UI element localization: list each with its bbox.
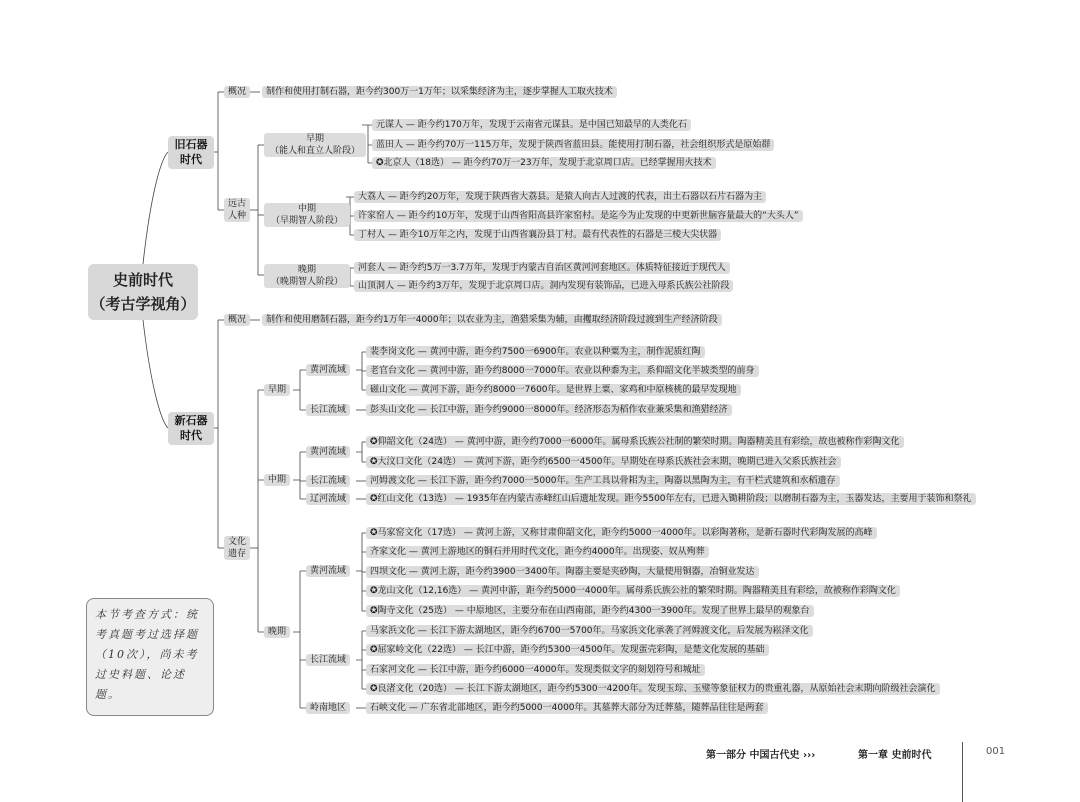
neolithic-label-2: 时代 xyxy=(180,429,202,442)
paleo-early-item: 元谋人 — 距今约170万年，发现于云南省元谋县。是中国已知最早的人类化石 xyxy=(372,119,691,131)
neo-culture-item: 磁山文化 — 黄河下游，距今约8000一7600年。是世界上粟、家鸡和中原核桃的最早发现地 xyxy=(366,384,741,396)
neo-culture-label-1: 文化 xyxy=(228,537,247,547)
neo-culture-item: ✪大汶口文化（24选） — 黄河下游，距今约6500一4500年。早期处在母系氏族社会末期，晚期已进入父系氏族社会 xyxy=(366,456,841,468)
neo-culture-item: 老官台文化 — 黄河中游，距今约8000一7000年。农业以种黍为主，系仰韶文化半坡类型的前身 xyxy=(366,365,759,377)
neo-culture-label xyxy=(224,536,250,560)
paleo-early-node xyxy=(264,133,366,157)
paleolithic-label-2: 时代 xyxy=(180,153,202,166)
neo-culture-label-2: 遗存 xyxy=(228,549,247,559)
neolithic-label-1: 新石器 xyxy=(174,414,208,427)
neo-middle-liao-node: 辽河流域 xyxy=(306,493,350,505)
neo-culture-item: ✪良渚文化（20选） — 长江下游太湖地区，距今约5300一4200年。发现玉琮、玉璧等象征权力的贵重礼器，从原始社会末期向阶级社会演化 xyxy=(366,683,940,695)
neo-early-yangtze-node: 长江流域 xyxy=(306,404,350,416)
neo-late-yangtze-node: 长江流域 xyxy=(306,654,350,666)
neo-culture-item: 河姆渡文化 — 长江下游，距今约7000一5000年。生产工具以骨耜为主，陶器以黑陶为主，有干栏式建筑和水稻遗存 xyxy=(366,475,840,487)
paleolithic-label-1: 旧石器 xyxy=(174,138,208,151)
root-topic xyxy=(88,264,198,320)
neo-culture-item: ✪陶寺文化（25选） — 中原地区，主要分布在山西南部，距今约4300一3900年。发现了世界上最早的观象台 xyxy=(366,605,814,617)
paleo-early-item: ✪北京人（18选） — 距今约70万一23万年，发现于北京周口店。已经掌握用火技术 xyxy=(372,157,716,169)
paleo-overview-text: 制作和使用打制石器，距今约300万一1万年；以采集经济为主，逐步掌握人工取火技术 xyxy=(262,86,617,98)
neo-culture-item: 彭头山文化 — 长江中游，距今约9000一8000年。经济形态为稻作农业兼采集和渔猎经济 xyxy=(366,404,732,416)
neo-culture-item: ✪仰韶文化（24选） — 黄河中游，距今约7000一6000年。属母系氏族公社制的繁荣时期。陶器精美且有彩绘，故也被称作彩陶文化 xyxy=(366,436,904,448)
paleo-overview-label: 概况 xyxy=(224,86,250,98)
neo-overview-label: 概况 xyxy=(224,314,250,326)
neolithic-node xyxy=(168,412,214,445)
neo-middle-yangtze-node: 长江流域 xyxy=(306,475,350,487)
neo-culture-item: 齐家文化 — 黄河上游地区的铜石并用时代文化，距今约4000年。出现姿、奴从殉葬 xyxy=(366,546,709,558)
exam-note-box: 本节考查方式：统考真题考过选择题（10次），尚未考过史料题、论述题。 xyxy=(86,598,214,716)
paleo-early-label-2: （能人和直立人阶段） xyxy=(269,146,360,156)
neo-culture-item: ✪红山文化（13选） — 1935年在内蒙古赤峰红山后遗址发现。距今5500年左右，已进入锄耕阶段；以磨制石器为主，玉器发达，主要用于装饰和祭礼 xyxy=(366,493,976,505)
paleo-middle-node xyxy=(264,203,350,227)
paleo-middle-item: 许家窑人 — 距今约10万年，发现于山西省阳高县许家窑村。是迄今为止发现的中更新世脑容量最大的“大头人” xyxy=(354,210,803,222)
page-number: 001 xyxy=(986,746,1006,757)
neo-culture-item: 石峡文化 — 广东省北部地区，距今约5000一4000年。其墓葬大部分为迁葬墓，随葬品往往是两套 xyxy=(366,702,768,714)
neo-culture-item: ✪马家窑文化（17选） — 黄河上游，又称甘肃仰韶文化，距今约5000一4000年。以彩陶著称，是新石器时代彩陶发展的高峰 xyxy=(366,527,877,539)
neo-culture-item: 裴李岗文化 — 黄河中游，距今约7500一6900年。农业以种粟为主，制作泥质红陶 xyxy=(366,346,705,358)
neo-culture-item: 马家浜文化 — 长江下游太湖地区，距今约6700一5700年。马家浜文化承袭了河姆渡文化，后发展为崧泽文化 xyxy=(366,625,813,637)
neo-middle-node: 中期 xyxy=(264,474,290,486)
paleo-late-item: 山顶洞人 — 距今约3万年，发现于北京周口店。洞内发现有装饰品，已进入母系氏族公社阶段 xyxy=(354,280,733,292)
footer-part: 第一部分 中国古代史 ››› xyxy=(706,750,816,761)
neo-overview-text: 制作和使用磨制石器，距今约1万年一4000年；以农业为主，渔猎采集为辅，由攫取经济阶段过渡到生产经济阶段 xyxy=(262,314,722,326)
neo-culture-item: 石家河文化 — 长江中游，距今约6000一4000年。发现类似文字的刻划符号和城址 xyxy=(366,664,705,676)
root-title: 史前时代 xyxy=(112,271,173,289)
paleo-humans-label xyxy=(224,198,250,222)
paleo-late-item: 河套人 — 距今约5万一3.7万年，发现于内蒙古自治区黄河河套地区。体质特征接近于现代人 xyxy=(354,262,730,274)
root-subtitle: （考古学视角） xyxy=(90,295,196,313)
paleo-middle-item: 丁村人 — 距今10万年之内，发现于山西省襄汾县丁村。最有代表性的石器是三棱大尖状器 xyxy=(354,229,721,241)
neo-late-node: 晚期 xyxy=(264,626,290,638)
paleo-middle-label-1: 中期 xyxy=(297,204,316,214)
neo-culture-item: ✪屈家岭文化（22选） — 长江中游，距今约5300一4500年。发现蛋壳彩陶，是楚文化发展的基础 xyxy=(366,644,769,656)
paleo-middle-item: 大荔人 — 距今约20万年，发现于陕西省大荔县。是猿人向古人过渡的代表，出土石器以石片石器为主 xyxy=(354,191,766,203)
neo-culture-item: 四坝文化 — 黄河上游，距今约3900一3400年。陶器主要是夹砂陶，大量使用铜器，冶铜业发达 xyxy=(366,566,759,578)
paleo-humans-label-1: 远古 xyxy=(228,199,247,209)
paleo-middle-label-2: （早期智人阶段） xyxy=(270,216,343,226)
neo-culture-item: ✪龙山文化（12,16选） — 黄河中游，距今约5000一4000年。属母系氏族公社的繁荣时期。陶器精美且有彩绘，故被称作彩陶文化 xyxy=(366,585,900,597)
paleo-late-label-2: （晚期智人阶段） xyxy=(270,277,343,287)
paleo-humans-label-2: 人种 xyxy=(228,211,247,221)
paleo-early-label-1: 早期 xyxy=(305,134,324,144)
neo-early-node: 早期 xyxy=(264,384,290,396)
footer-divider xyxy=(962,742,963,802)
neo-early-yellow-node: 黄河流域 xyxy=(306,364,350,376)
neo-late-yellow-node: 黄河流域 xyxy=(306,565,350,577)
paleo-early-item: 蓝田人 — 距今约70万一115万年，发现于陕西省蓝田县。能使用打制石器，社会组织形式是原始群 xyxy=(372,139,774,151)
paleo-late-label-1: 晚期 xyxy=(297,265,316,275)
paleolithic-node xyxy=(168,136,214,169)
paleo-late-node xyxy=(264,264,350,288)
footer-chapter: 第一章 史前时代 xyxy=(858,750,932,761)
neo-middle-yellow-node: 黄河流域 xyxy=(306,446,350,458)
neo-late-lingnan-node: 岭南地区 xyxy=(306,702,350,714)
